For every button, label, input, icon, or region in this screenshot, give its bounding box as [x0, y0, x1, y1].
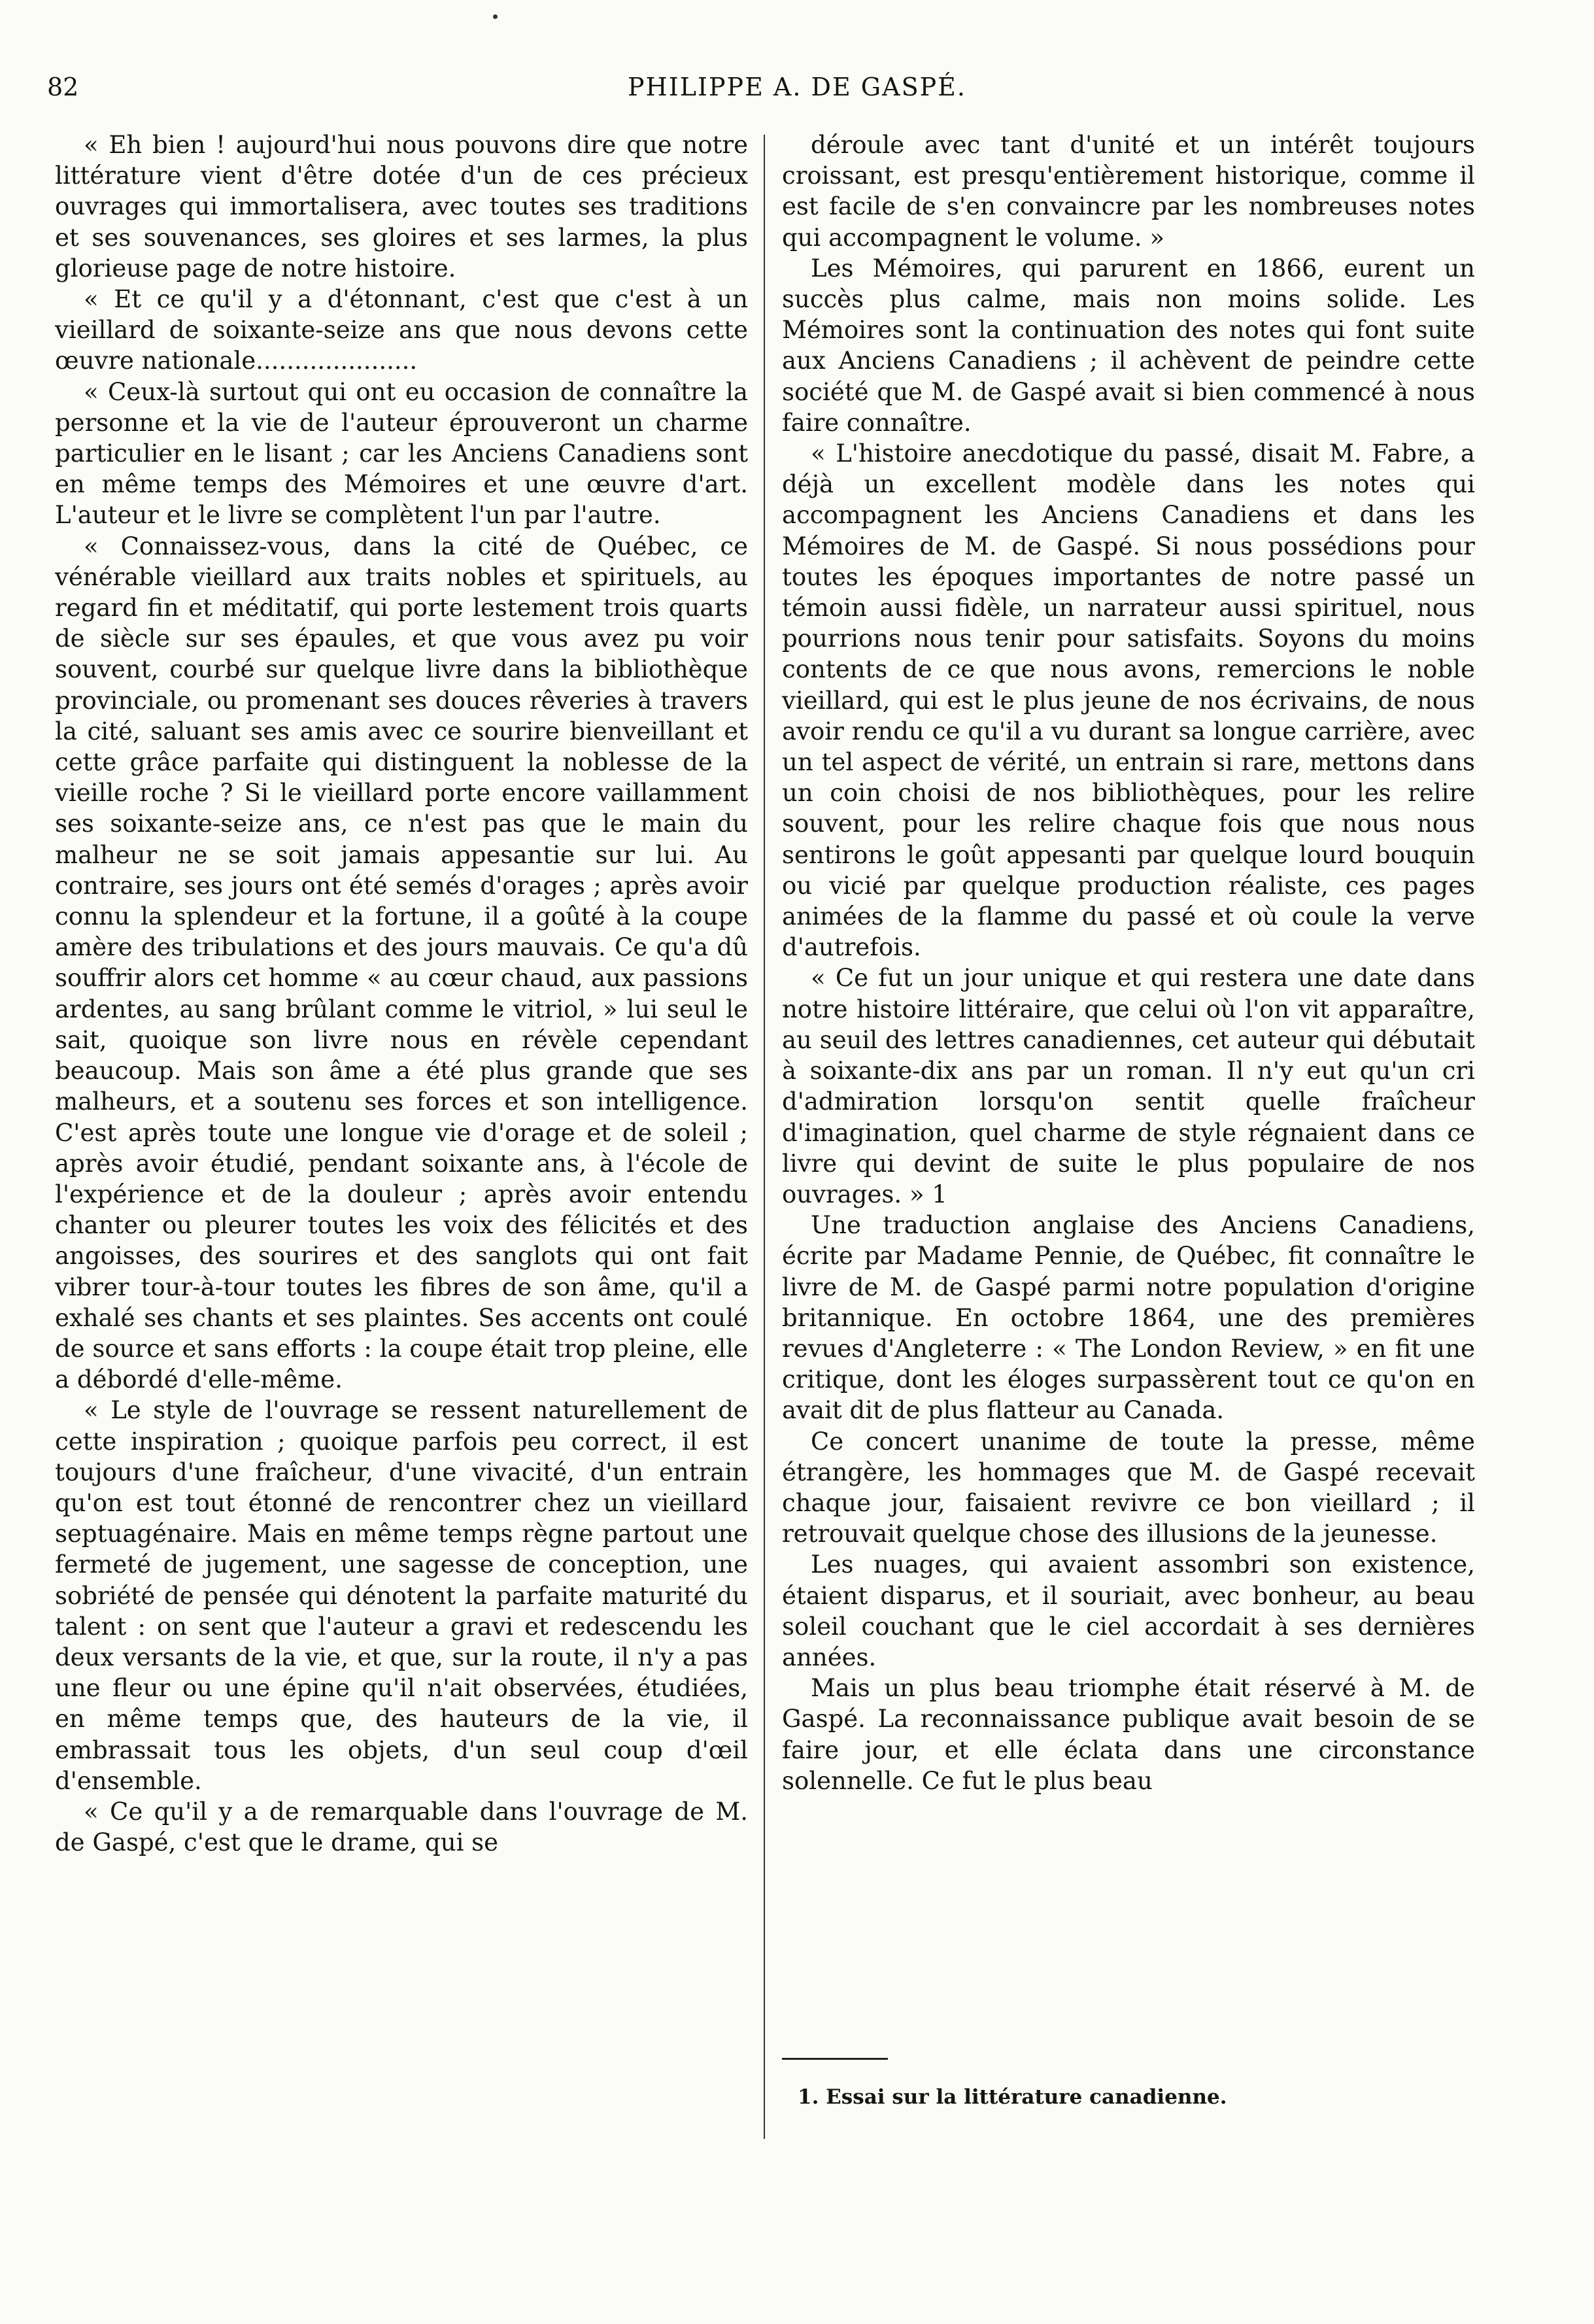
paragraph: « Connaissez-vous, dans la cité de Québec, ce vénérable vieillard aux traits nobles et spirituels, au regard fin et méditatif, qui porte lestement trois quarts de siècle sur ses épaules, et que vous avez pu voir souvent, courbé sur quelque livre dans la bibliothèque provinciale, ou promenant ses douces rêveries à travers la cité, saluant ses amis avec ce sourire bienveillant et cette grâce parfaite qui distinguent la noblesse de la vieille roche ? Si le vieillard porte encore vaillamment ses soixante-seize ans, ce n'est pas que le main du malheur ne se soit jamais appesantie sur lui. Au contraire, ses jours ont été semés d'orages ; après avoir connu la splendeur et la fortune, il a goûté à la coupe amère des tribulations et des jours mauvais. Ce qu'a dû souffrir alors cet homme « au cœur chaud, aux passions ardentes, au sang brûlant comme le vitriol, » lui seul le sait, quoique son livre nous en révèle cependant beaucoup. Mais son âme a été plus grande que ses malheurs, et a soutenu ses forces et son intelligence. C'est après toute une longue vie d'orage et de soleil ; après avoir étudié, pendant soixante ans, à l'école de l'expérience et de la douleur ; après avoir entendu chanter ou pleurer toutes les voix des félicités et des angoisses, des sourires et des sanglots qui ont fait vibrer tour-à-tour toutes les fibres de son âme, qu'il a exhalé ses chants et ses plaintes. Ses accents ont coulé de source et sans efforts : la coupe était trop pleine, elle a débordé d'elle-même. [55, 532, 748, 1394]
paragraph: « L'histoire anecdotique du passé, disait M. Fabre, a déjà un excellent modèle dans les notes qui accompagnent les Anciens Canadiens et dans les Mémoires de M. de Gaspé. Si nous possédions pour toutes les époques importantes de notre passé un témoin aussi fidèle, un narrateur aussi spirituel, nous pourrions nous tenir pour satisfaits. Soyons du moins contents de ce que nous avons, remercions le noble vieillard, qui est le plus jeune de nos écrivains, de nous avoir rendu ce qu'il a vu durant sa longue carrière, avec un tel aspect de vérité, un entrain si rare, mettons dans un coin choisi de nos bibliothèques, pour les relire souvent, pour les relire chaque fois que nous nous sentirons le goût appesanti par quelque lourd bouquin ou vicié par quelque production réaliste, ces pages animées de la flamme du passé et où coule la verve d'autrefois. [782, 439, 1475, 962]
paragraph: « Ce qu'il y a de remarquable dans l'ouvrage de M. de Gaspé, c'est que le drame, qui se [55, 1797, 748, 1857]
print-speck [493, 14, 498, 19]
paragraph: « Eh bien ! aujourd'hui nous pouvons dire que notre littérature vient d'être dotée d'un de ces précieux ouvrages qui immortalisera, avec toutes ses traditions et ses souvenances, ses gloires et ses larmes, la plus glorieuse page de notre histoire. [55, 131, 748, 282]
left-column [55, 129, 748, 1858]
footnote: 1. Essai sur la littérature canadienne. [798, 2085, 1227, 2109]
paragraph: Mais un plus beau triomphe était réservé à M. de Gaspé. La reconnaissance publique avait besoin de se faire jour, et elle éclata dans une circonstance solennelle. Ce fut le plus beau [782, 1674, 1475, 1795]
footnote-divider [782, 2058, 888, 2060]
paragraph: « Ceux-là surtout qui ont eu occasion de connaître la personne et la vie de l'auteur éprouveront un charme particulier en le lisant ; car les Anciens Canadiens sont en même temps des Mémoires et une œuvre d'art. L'auteur et le livre se complètent l'un par l'autre. [55, 377, 748, 530]
right-column [782, 129, 1475, 1796]
paragraph: « Et ce qu'il y a d'étonnant, c'est que c'est à un vieillard de soixante-seize ans que nous devons cette œuvre nationale..................... [55, 285, 748, 375]
column-divider [764, 135, 765, 2139]
paragraph: Une traduction anglaise des Anciens Canadiens, écrite par Madame Pennie, de Québec, fit connaître le livre de M. de Gaspé parmi notre population d'origine britannique. En octobre 1864, une des premières revues d'Angleterre : « The London Review, » en fit une critique, dont les éloges surpassèrent tout ce qu'on en avait dit de plus flatteur au Canada. [782, 1211, 1475, 1425]
paragraph: « Le style de l'ouvrage se ressent naturellement de cette inspiration ; quoique parfois peu correct, il est toujours d'une fraîcheur, d'une vivacité, d'un entrain qu'on est tout étonné de rencontrer chez un vieillard septuagénaire. Mais en même temps règne partout une fermeté de jugement, une sagesse de conception, une sobriété de pensée qui dénotent la parfaite maturité du talent : on sent que l'auteur a gravi et redescendu les deux versants de la vie, et que, sur la route, il n'y a pas une fleur ou une épine qu'il n'ait observées, étudiées, en même temps que, des hauteurs de la vie, il embrassait tous les objets, d'un seul coup d'œil d'ensemble. [55, 1396, 748, 1795]
running-title: PHILIPPE A. DE GASPÉ. [627, 73, 967, 101]
paragraph: « Ce fut un jour unique et qui restera une date dans notre histoire littéraire, que celui où l'on vit apparaître, au seuil des lettres canadiennes, cet auteur qui débutait à soixante-dix ans par un roman. Il n'y eut qu'un cri d'admiration lorsqu'on sentit quelle fraîcheur d'imagination, quel charme de style régnaient dans ce livre qui devint de suite le plus populaire de nos ouvrages. » 1 [782, 964, 1475, 1208]
paragraph: Ce concert unanime de toute la presse, même étrangère, les hommages que M. de Gaspé recevait chaque jour, faisaient revivre ce bon vieillard ; il retrouvait quelque chose des illusions de la jeunesse. [782, 1427, 1475, 1548]
page-number: 82 [47, 73, 79, 101]
paragraph: Les nuages, qui avaient assombri son existence, étaient disparus, et il souriait, avec bonheur, au beau soleil couchant que le ciel accordait à ses dernières années. [782, 1550, 1475, 1671]
paragraph: déroule avec tant d'unité et un intérêt toujours croissant, est presqu'entièrement historique, comme il est facile de s'en convaincre par les nombreuses notes qui accompagnent le volume. » [782, 131, 1475, 252]
page-header [47, 64, 1547, 110]
paragraph: Les Mémoires, qui parurent en 1866, eurent un succès plus calme, mais non moins solide. Les Mémoires sont la continuation des notes qui font suite aux Anciens Canadiens ; il achèvent de peindre cette société que M. de Gaspé avait si bien commencé à nous faire connaître. [782, 254, 1475, 437]
